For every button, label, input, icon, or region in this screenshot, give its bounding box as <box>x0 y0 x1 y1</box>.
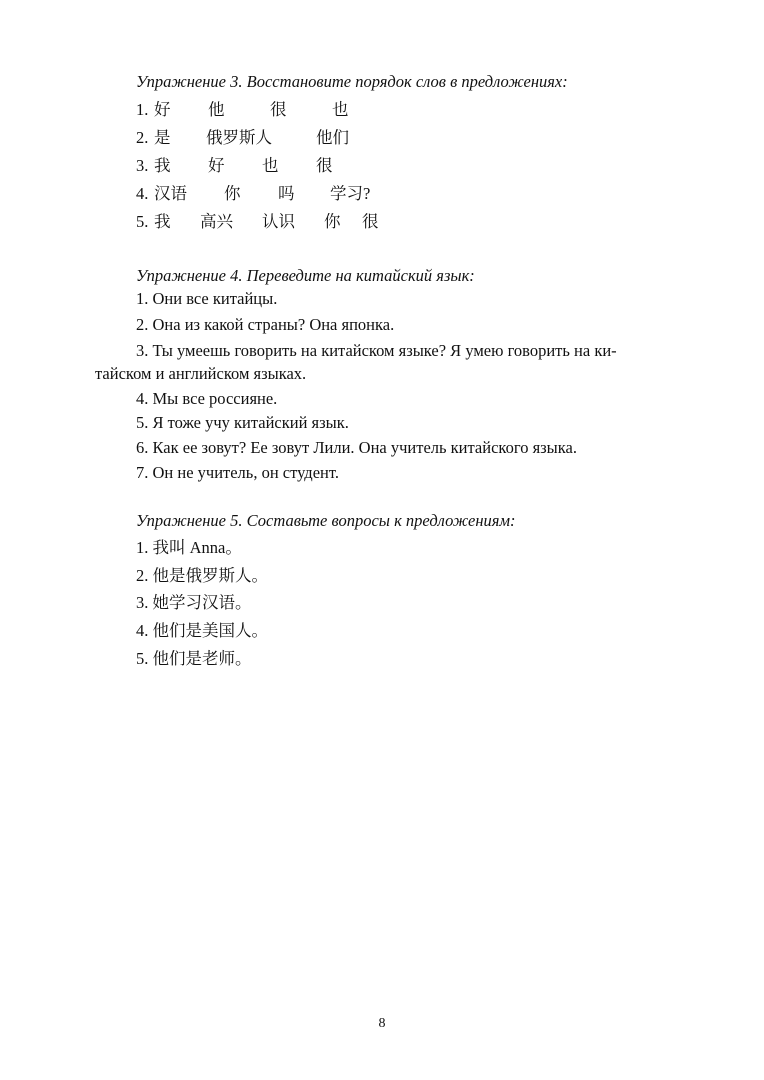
item-number: 4. <box>136 184 149 203</box>
item-number: 1. <box>136 100 149 119</box>
exercise-5-item: 5. 他们是老师。 <box>136 649 252 668</box>
word: 我 <box>154 156 171 175</box>
item-number: 5. <box>136 212 149 231</box>
word: 也 <box>262 156 279 175</box>
exercise-4-item: 4. Мы все россияне. <box>136 389 278 408</box>
item-number: 2. <box>136 128 149 147</box>
exercise-4-item: 5. Я тоже учу китайский язык. <box>136 413 349 432</box>
exercise-5-item: 3. 她学习汉语。 <box>136 593 252 612</box>
word: 你 <box>224 184 241 203</box>
exercise-5-item: 1. 我叫 Anna。 <box>136 538 242 557</box>
word: 好 <box>208 156 225 175</box>
word: 也 <box>332 100 349 119</box>
word: 好 <box>154 100 171 119</box>
exercise-4-item: 1. Они все китайцы. <box>136 289 278 308</box>
word: 很 <box>362 212 379 231</box>
word: 吗 <box>278 184 295 203</box>
word: 很 <box>316 156 333 175</box>
word: 学习? <box>330 184 371 203</box>
word: 汉语 <box>154 184 187 203</box>
item-number: 3. <box>136 156 149 175</box>
word: 俄罗斯人 <box>206 128 272 147</box>
word: 你 <box>324 212 341 231</box>
exercise-4-item: 3. Ты умеешь говорить на китайском языке? Я умею говорить на ки- <box>136 341 617 360</box>
exercise-4-item: 7. Он не учитель, он студент. <box>136 463 339 482</box>
word: 他 <box>208 100 225 119</box>
word: 我 <box>154 212 171 231</box>
exercise-4-item: 6. Как ее зовут? Ее зовут Лили. Она учитель китайского языка. <box>136 438 577 457</box>
word: 很 <box>270 100 287 119</box>
word: 高兴 <box>200 212 233 231</box>
word: 是 <box>154 128 171 147</box>
exercise-4-item-continuation: тайском и английском языках. <box>95 364 307 383</box>
exercise-4-title: Упражнение 4. Переведите на китайский язык: <box>136 266 475 285</box>
exercise-3-title: Упражнение 3. Восстановите порядок слов в предложениях: <box>136 72 568 91</box>
exercise-5-item: 4. 他们是美国人。 <box>136 621 268 640</box>
page-number: 8 <box>378 1016 386 1031</box>
exercise-4-item: 2. Она из какой страны? Она японка. <box>136 315 395 334</box>
exercise-5-title: Упражнение 5. Составьте вопросы к предложениям: <box>136 511 516 530</box>
exercise-5-item: 2. 他是俄罗斯人。 <box>136 566 268 585</box>
word: 他们 <box>316 128 349 147</box>
word: 认识 <box>262 212 295 231</box>
